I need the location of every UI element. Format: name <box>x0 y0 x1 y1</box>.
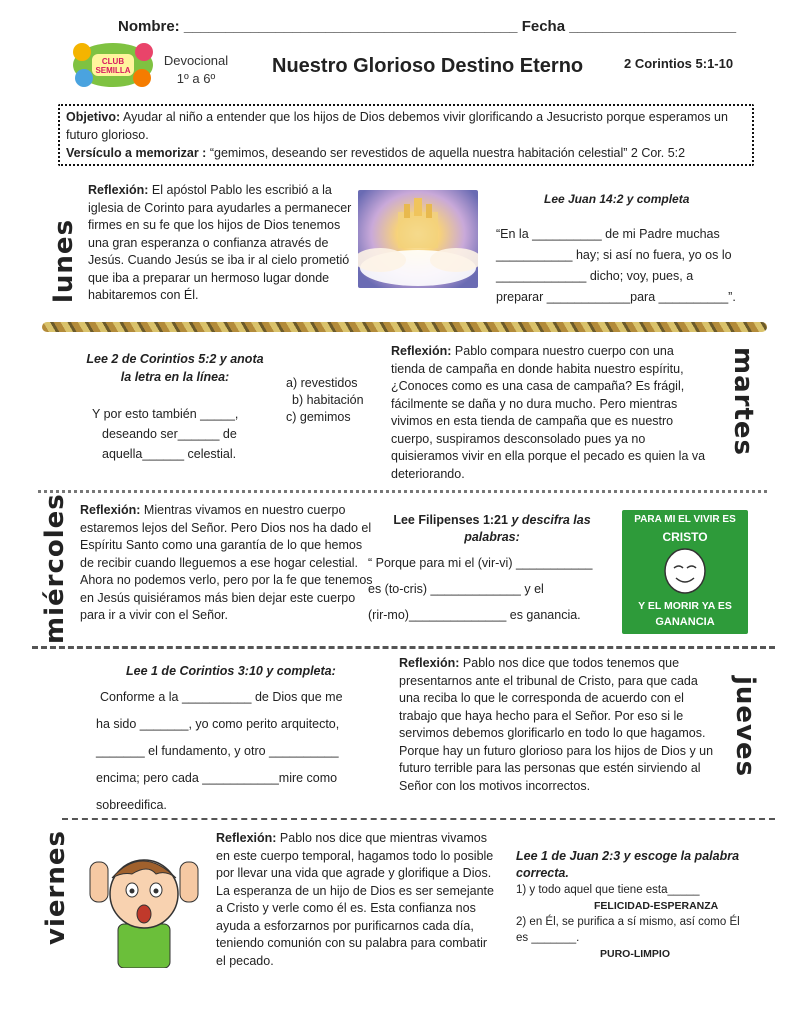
miercoles-fill-in <box>368 550 592 628</box>
reflection-label: Reflexión: <box>80 503 141 517</box>
fill-line[interactable]: es (to-cris) _____________ y el <box>368 582 544 596</box>
fill-line[interactable]: ha sido _______, yo como perito arquitecto, <box>96 717 340 731</box>
objective-label: Objetivo: <box>66 110 121 124</box>
fill-line[interactable]: “En la __________ de mi Padre muchas <box>496 227 720 241</box>
fill-line[interactable]: (rir-mo)______________ es ganancia. <box>368 608 581 622</box>
miercoles-activity-title <box>382 512 602 546</box>
viernes-item-1[interactable]: 1) y todo aquel que tiene esta_____ <box>516 884 700 896</box>
lunes-reflection <box>88 182 356 305</box>
dotted-divider <box>38 490 767 493</box>
dashed-divider <box>32 646 775 649</box>
poster-text-top-1: PARA MI EL VIVIR ES <box>634 514 736 525</box>
fill-line[interactable]: sobreedifica. <box>96 798 167 812</box>
day-label-viernes: viernes <box>41 830 71 945</box>
reflection-text: El apóstol Pablo les escribió a la iglesia de Corinto para ayudarles a permanecer firmes en su fe que los hijos de Dios tenemos una gran esperanza o confianza através de Jesús. Cuando Jesús se iba ir al cielo prometió que iba a preparar un hermoso lugar donde habitaremos con Él. <box>88 183 352 302</box>
fill-line[interactable]: deseando ser______ de <box>102 427 237 441</box>
jueves-activity-title: Lee 1 de Corintios 3:10 y completa: <box>126 664 336 678</box>
reflection-text: Pablo compara nuestro cuerpo con una tienda de campaña en donde habita nuestro espíritu, ¿Conoces como es una casa de campaña? Es frágil, fácilmente se daña y no dura mucho. Pero mientras vivimos en esta tienda de campaña que es nuestro cuerpo, suspiramos desconsolado pues ya no quisieramos vivir en ella porque el pecado es quien la va deteriorando. <box>391 344 706 481</box>
club-semilla-logo <box>70 40 156 90</box>
logo-text: CLUB SEMILLA <box>95 57 131 75</box>
fill-line[interactable]: Conforme a la __________ de Dios que me <box>100 690 343 704</box>
reflection-label: Reflexión: <box>391 344 452 358</box>
jueves-reflection <box>399 655 719 795</box>
reflection-text: Pablo nos dice que mientras vivamos en este cuerpo temporal, hagamos todo lo posible por llevar una vida que agrade y glorifique a Dios. La esperanza de un hijo de Dios es ser semejante a Cristo y verle como él es. Esta confianza nos ayuda a esforzarnos por purificarnos cada día, teniendo comunión con su palabra para combatir el pecado. <box>216 831 494 968</box>
scripture-reference: 2 Corintios 5:1-10 <box>624 56 734 71</box>
activity-instruction: y descifra las palabras: <box>464 513 591 544</box>
viernes-activity-title: Lee 1 de Juan 2:3 y escoge la palabra correcta. <box>516 849 740 880</box>
fill-line[interactable]: _____________ dicho; voy, pues, a <box>496 269 694 283</box>
cristo-poster <box>622 510 748 634</box>
page-title: Nuestro Glorioso Destino Eterno <box>272 55 584 77</box>
option-b: b) habitación <box>292 393 364 407</box>
name-date-line[interactable]: Nombre: ________________________________________ Fecha ____________________ <box>118 18 737 35</box>
martes-options <box>286 375 364 426</box>
martes-activity-title: Lee 2 de Corintios 5:2 y anota la letra en la línea: <box>86 352 264 384</box>
martes-reflection <box>391 343 709 483</box>
devotional-line-1: Devocional <box>163 53 229 68</box>
dashed-divider <box>62 818 775 820</box>
fill-line[interactable]: Y por esto también _____, <box>92 407 239 421</box>
heaven-image <box>358 190 478 288</box>
meme-face-icon <box>660 546 710 596</box>
memory-verse-text: “gemimos, deseando ser revestidos de aquella nuestra habitación celestial” 2 Cor. 5:2 <box>209 146 686 160</box>
day-label-lunes: lunes <box>49 218 79 303</box>
fill-line[interactable]: ___________ hay; si así no fuera, yo os lo <box>496 248 732 262</box>
fill-line[interactable]: aquella______ celestial. <box>102 447 237 461</box>
lunes-fill-in <box>496 224 766 308</box>
poster-text-top-2: CRISTO <box>662 530 708 544</box>
objective-text-block <box>66 109 744 144</box>
jueves-fill-in <box>96 684 343 819</box>
memory-verse <box>66 145 685 163</box>
devotional-line-2: 1º a 6º <box>176 71 216 86</box>
fill-line[interactable]: “ Porque para mi el (vir-vi) ___________ <box>368 556 593 570</box>
viernes-choice-1: FELICIDAD-ESPERANZA <box>594 900 719 912</box>
day-label-martes: martes <box>728 347 758 456</box>
rope-divider <box>42 322 767 332</box>
martes-fill-in <box>92 404 238 464</box>
poster-text-bottom-2: GANANCIA <box>655 616 715 628</box>
day-label-miercoles: miércoles <box>40 493 70 644</box>
option-c: c) gemimos <box>286 410 351 424</box>
viernes-choice-2: PURO-LIMPIO <box>600 948 670 960</box>
day-label-jueves: jueves <box>730 676 760 778</box>
lunes-activity-title: Lee Juan 14:2 y completa <box>544 192 690 206</box>
fill-line[interactable]: _______ el fundamento, y otro __________ <box>96 744 339 758</box>
option-a: a) revestidos <box>286 376 358 390</box>
activity-ref: Lee Filipenses 1:21 <box>393 513 508 527</box>
reflection-label: Reflexión: <box>88 183 149 197</box>
viernes-reflection <box>216 830 500 970</box>
miercoles-reflection <box>80 502 374 625</box>
reflection-text: Mientras vivamos en nuestro cuerpo estaremos lejos del Señor. Pero Dios nos ha dado el Espíritu Santo como una garantía de lo que hemos de recibir cuando lleguemos a ese hogar celestial. Ahora no podemos verlo, pero por la fe que tenemos en Jesús quisiéramos más bien dejar este cuerpo para ir a vivir con el Señor. <box>80 503 373 622</box>
devotional-label <box>150 52 242 88</box>
poster-text-bottom-1: Y EL MORIR YA ES <box>638 600 732 612</box>
reflection-label: Reflexión: <box>399 656 460 670</box>
viernes-item-2[interactable]: 2) en Él, se purifica a sí mismo, así como Él es _______. <box>516 916 740 944</box>
surprised-boy-image <box>88 832 200 968</box>
reflection-label: Reflexión: <box>216 831 277 845</box>
reflection-text: Pablo nos dice que todos tenemos que presentarnos ante el tribunal de Cristo, para que cada una reciba lo que le corresponda de acuerdo con el trabajo que haya hecho para el Señor. Por eso si le servimos debemos glorificarlo en todo lo que hagamos. Porque hay un futuro glorioso para los hijos de Dios y un futuro terrible para las personas que estén sirviendo al Señor con los motivos incorrectos. <box>399 656 714 793</box>
objective-text: Ayudar al niño a entender que los hijos de Dios debemos vivir glorificando a Jesucristo porque esperamos un futuro glorioso. <box>66 110 728 142</box>
memory-verse-label: Versículo a memorizar : <box>66 146 207 160</box>
fill-line[interactable]: preparar ____________para __________”. <box>496 290 736 304</box>
fill-line[interactable]: encima; pero cada ___________mire como <box>96 771 338 785</box>
